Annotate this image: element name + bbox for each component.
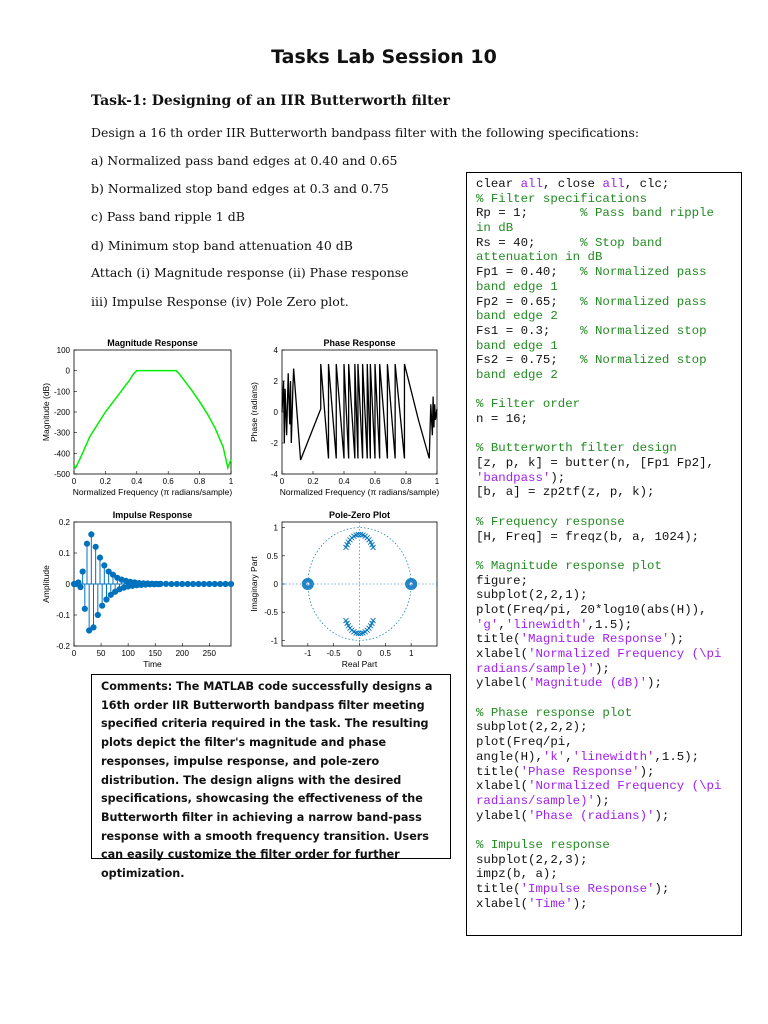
code-line — [476, 897, 741, 912]
code-line — [476, 676, 741, 691]
code-token: % Normalized pass — [580, 294, 707, 309]
y-tick-label: -400 — [53, 449, 70, 459]
code-token: 'linewidth' — [572, 749, 655, 764]
impulse-response-plot — [36, 508, 241, 674]
code-line — [476, 236, 741, 251]
y-tick-label: 0.2 — [58, 518, 70, 527]
task-intro: Design a 16 th order IIR Butterworth bandpass filter with the following specifications: — [91, 125, 640, 140]
code-line — [476, 309, 741, 324]
code-token: clear — [476, 177, 521, 191]
code-token: 'Normalized Frequency (\pi — [528, 647, 722, 661]
code-token: Rp = 1; — [476, 206, 581, 221]
code-token: angle(H), — [476, 749, 543, 764]
x-axis-label: Real Part — [341, 659, 378, 669]
code-token: ); — [594, 793, 610, 808]
code-line — [476, 647, 741, 662]
code-token: 'g' — [476, 617, 499, 632]
code-token: % Magnitude response plot — [476, 558, 662, 573]
impulse-response-svg — [36, 508, 241, 674]
chart-title: Phase Response — [323, 338, 396, 348]
code-token: ylabel( — [476, 808, 529, 823]
code-token: % Filter specifications — [476, 191, 648, 206]
spec-d: d) Minimum stop band attenuation 40 dB — [91, 238, 353, 253]
code-token: Fp1 = 0.40; — [476, 265, 581, 280]
x-axis-label: Time — [143, 659, 162, 669]
pole-zero-plot — [248, 508, 453, 674]
y-tick-label: -0.1 — [56, 611, 70, 620]
impulse-point — [89, 532, 94, 537]
code-line — [476, 823, 741, 838]
y-tick-label: 0 — [65, 580, 70, 589]
impulse-point — [97, 555, 102, 560]
code-line — [476, 588, 741, 603]
x-tick-label: 150 — [148, 649, 162, 658]
y-tick-label: 4 — [273, 346, 278, 355]
x-tick-label: 0.2 — [307, 477, 319, 486]
plot-area — [74, 350, 231, 474]
code-token: band edge 2 — [476, 309, 558, 324]
x-tick-label: 0.5 — [379, 649, 391, 658]
code-token: , clc; — [624, 177, 670, 191]
impulse-point — [104, 597, 109, 602]
y-tick-label: -4 — [270, 470, 278, 479]
x-axis-label: Normalized Frequency (π radians/sample) — [72, 487, 233, 497]
page-title: Tasks Lab Session 10 — [271, 46, 497, 68]
x-tick-label: 1 — [228, 477, 234, 486]
code-token: , — [498, 617, 506, 632]
code-token: ); — [647, 676, 662, 691]
code-token: ); — [572, 896, 588, 911]
code-token: , close — [542, 177, 603, 191]
x-tick-label: 0.4 — [338, 477, 350, 486]
code-token: % Impulse response — [476, 837, 610, 852]
x-tick-label: -1 — [304, 649, 312, 658]
code-token: 'Phase (radians)' — [528, 808, 655, 823]
y-tick-label: -0.5 — [264, 608, 278, 618]
x-tick-label: 1 — [408, 649, 414, 658]
y-tick-label: -2 — [270, 439, 278, 448]
code-line — [476, 559, 741, 574]
x-tick-label: 0 — [71, 477, 77, 486]
code-line — [476, 530, 741, 545]
code-token: radians/sample)' — [476, 793, 595, 808]
code-line — [476, 456, 741, 471]
spec-c: c) Pass band ripple 1 dB — [91, 209, 245, 224]
code-token: plot(Freq/pi, 20*log10(abs(H)), — [476, 602, 707, 617]
code-token: all — [520, 177, 543, 191]
code-line — [476, 794, 741, 809]
code-token: % Phase response plot — [476, 705, 633, 720]
code-token: , — [565, 749, 573, 764]
code-line — [476, 295, 741, 310]
code-line — [476, 280, 741, 295]
code-token: ); — [669, 632, 685, 647]
code-line — [476, 339, 741, 354]
code-token: 'Magnitude Response' — [520, 632, 670, 647]
code-token: xlabel( — [476, 647, 529, 661]
code-token: n = 16; — [476, 412, 529, 426]
phase-response-plot — [248, 334, 453, 504]
pole-zero-svg — [248, 508, 453, 674]
code-token: ); — [654, 882, 670, 896]
code-token: in dB — [476, 221, 514, 236]
code-line — [476, 265, 741, 280]
code-token: 'linewidth' — [505, 617, 588, 632]
code-token: [b, a] = zp2tf(z, p, k); — [476, 485, 655, 500]
code-token: xlabel( — [476, 779, 529, 794]
code-line — [476, 706, 741, 721]
code-token: impz(b, a); — [476, 867, 558, 882]
code-line — [476, 250, 741, 265]
code-token: title( — [476, 764, 521, 779]
code-token: xlabel( — [476, 896, 529, 911]
y-axis-label: Phase (radians) — [249, 381, 259, 443]
code-line — [476, 809, 741, 824]
code-token: 'Magnitude (dB)' — [528, 676, 648, 691]
task-heading: Task-1: Designing of an IIR Butterworth filter — [91, 93, 450, 109]
code-token: figure; — [476, 573, 529, 588]
x-tick-label: 200 — [175, 649, 189, 658]
code-line — [476, 853, 741, 868]
chart-title: Impulse Response — [112, 510, 193, 520]
code-token: subplot(2,2,2); — [476, 720, 588, 735]
magnitude-response-plot — [36, 334, 241, 504]
x-tick-label: 0 — [357, 649, 362, 658]
y-tick-label: -500 — [53, 470, 70, 479]
x-tick-label: -0.5 — [326, 649, 341, 658]
impulse-point — [91, 625, 96, 630]
x-tick-label: 250 — [202, 649, 217, 658]
plot-area — [282, 350, 437, 474]
code-token: [H, Freq] = freqz(b, a, 1024); — [476, 529, 700, 544]
spec-b: b) Normalized stop band edges at 0.3 and 0.75 — [91, 181, 389, 196]
y-tick-label: 1 — [273, 523, 278, 533]
code-line — [476, 192, 741, 207]
magnitude-response-svg — [36, 334, 241, 504]
code-token: % Normalized stop — [580, 323, 707, 338]
code-token: title( — [476, 632, 521, 647]
code-token: % Filter order — [476, 397, 581, 412]
y-tick-label: 0.1 — [58, 549, 70, 558]
y-tick-label: 0 — [273, 580, 278, 589]
impulse-point — [78, 585, 83, 590]
code-line — [476, 765, 741, 780]
code-line — [476, 324, 741, 339]
code-line — [476, 779, 741, 794]
impulse-point — [80, 569, 85, 574]
impulse-point — [102, 563, 107, 568]
x-axis-label: Normalized Frequency (π radians/sample) — [279, 487, 440, 497]
code-token: plot(Freq/pi, — [476, 735, 573, 750]
code-line — [476, 691, 741, 706]
x-tick-label: 0 — [71, 649, 77, 658]
code-token: title( — [476, 882, 521, 896]
x-tick-label: 0.2 — [99, 477, 111, 486]
code-line — [476, 412, 741, 427]
code-token: all — [602, 177, 625, 191]
y-tick-label: -1 — [270, 636, 278, 646]
code-line — [476, 574, 741, 589]
code-line — [476, 544, 741, 559]
code-line — [476, 662, 741, 677]
code-token: 'Impulse Response' — [520, 882, 655, 896]
code-token: Fp2 = 0.65; — [476, 294, 581, 309]
code-line — [476, 485, 741, 500]
code-line — [476, 618, 741, 633]
x-tick-label: 0.4 — [131, 477, 143, 486]
spec-a: a) Normalized pass band edges at 0.40 and 0.65 — [91, 153, 398, 168]
code-line — [476, 368, 741, 383]
phase-response-svg — [248, 334, 453, 504]
code-token: 'k' — [542, 749, 566, 764]
y-tick-label: 2 — [273, 377, 278, 386]
code-token: ); — [654, 808, 670, 823]
code-line — [476, 471, 741, 486]
code-token: ylabel( — [476, 676, 529, 691]
code-token: ); — [550, 470, 566, 485]
code-token: attenuation in dB — [476, 250, 603, 265]
x-tick-label: 0 — [279, 477, 285, 486]
x-tick-label: 1 — [434, 477, 440, 486]
chart-title: Pole-Zero Plot — [328, 510, 391, 520]
y-tick-label: 0 — [65, 366, 70, 376]
code-token: ); — [639, 764, 655, 779]
y-axis-label: Imaginary Part — [249, 556, 259, 612]
code-token: ,1.5); — [587, 617, 633, 632]
code-line — [476, 603, 741, 618]
code-token: radians/sample)' — [476, 661, 595, 676]
y-tick-label: -300 — [53, 428, 70, 438]
code-token: 'bandpass' — [476, 470, 551, 485]
x-tick-label: 0.8 — [194, 477, 206, 486]
code-line — [476, 206, 741, 221]
code-token: band edge 1 — [476, 279, 558, 294]
impulse-point — [84, 541, 89, 546]
code-token: % Stop band — [580, 235, 662, 250]
x-tick-label: 0.8 — [400, 477, 412, 486]
code-token: subplot(2,2,1); — [476, 588, 588, 603]
impulse-point — [93, 544, 98, 549]
code-token: 'Normalized Frequency (\pi — [528, 779, 722, 794]
x-tick-label: 50 — [96, 649, 106, 658]
code-line — [476, 750, 741, 765]
y-tick-label: -0.2 — [56, 642, 70, 651]
chart-title: Magnitude Response — [107, 338, 198, 348]
code-line — [476, 221, 741, 236]
code-line — [476, 515, 741, 530]
x-tick-label: 0.6 — [162, 477, 174, 486]
code-line — [476, 838, 741, 853]
code-token: Fs2 = 0.75; — [476, 353, 581, 368]
code-line — [476, 720, 741, 735]
code-line — [476, 500, 741, 515]
x-tick-label: 100 — [121, 649, 135, 658]
impulse-point — [100, 603, 105, 608]
code-line — [476, 177, 741, 192]
code-token: Fs1 = 0.3; — [476, 323, 581, 338]
code-token: ); — [594, 661, 610, 676]
code-token: Rs = 40; — [476, 235, 581, 250]
code-token: band edge 2 — [476, 367, 558, 382]
y-tick-label: 0 — [273, 408, 278, 417]
y-tick-label: 100 — [56, 346, 70, 355]
code-line — [476, 427, 741, 442]
code-token: 'Time' — [528, 896, 573, 911]
code-line — [476, 882, 741, 897]
code-token: subplot(2,2,3); — [476, 852, 588, 867]
code-line — [476, 867, 741, 882]
y-tick-label: 0.5 — [266, 551, 278, 561]
code-token: % Normalized pass — [580, 265, 707, 280]
attach-line-1: Attach (i) Magnitude response (ii) Phase response — [91, 265, 409, 280]
y-tick-label: -100 — [53, 387, 70, 397]
comments-box: Comments: The MATLAB code successfully designs a 16th order IIR Butterworth bandpass filter meeting specified criteria required in the task. The resulting plots depict the filter's magnitude and phase responses, impulse response, and pole-zero distribution. The design aligns with the desired specifications, showcasing the effectiveness of the Butterworth filter in achieving a narrow band-pass response with a smooth frequency transition. Users can easily customize the filter order for further optimization. — [91, 674, 451, 859]
code-line — [476, 353, 741, 368]
matlab-code-listing — [466, 172, 742, 936]
y-tick-label: -200 — [53, 408, 70, 417]
code-token: % Normalized stop — [580, 353, 707, 368]
code-token: % Butterworth filter design — [476, 441, 677, 456]
attach-line-2: iii) Impulse Response (iv) Pole Zero plot. — [91, 294, 349, 309]
code-line — [476, 735, 741, 750]
code-token: ,1.5); — [654, 749, 700, 764]
code-line — [476, 632, 741, 647]
code-line — [476, 441, 741, 456]
code-token: band edge 1 — [476, 338, 558, 353]
code-token: [z, p, k] = butter(n, [Fp1 Fp2], — [476, 456, 714, 471]
code-line — [476, 397, 741, 412]
x-tick-label: 0.6 — [369, 477, 381, 486]
code-token: 'Phase Response' — [520, 764, 640, 779]
impulse-point — [95, 612, 100, 617]
y-axis-label: Magnitude (dB) — [41, 382, 51, 442]
code-line — [476, 383, 741, 398]
code-token: % Frequency response — [476, 514, 625, 529]
y-axis-label: Amplitude — [41, 565, 51, 603]
code-token: % Pass band ripple — [580, 206, 714, 221]
impulse-point — [82, 606, 87, 611]
